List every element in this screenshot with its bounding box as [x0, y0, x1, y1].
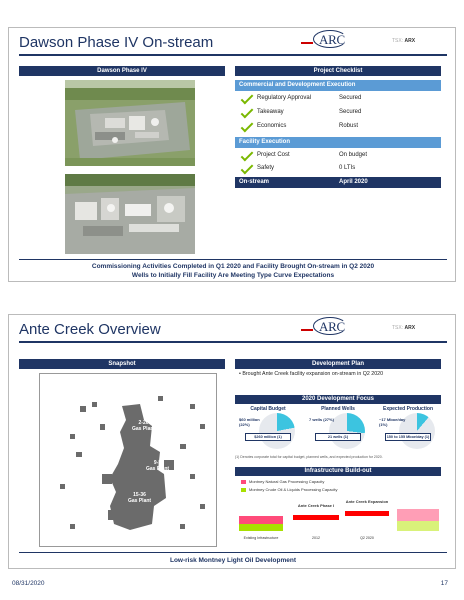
focus-capital-title: Capital Budget: [250, 406, 286, 412]
production-total-box: 150 to 155 Mboe/day (1): [386, 435, 430, 439]
section-facility: Facility Execution: [235, 137, 441, 148]
legend-oil: Montney Crude Oil & Liquids Processing Capacity: [241, 487, 338, 492]
checkmark-icon: [241, 162, 254, 175]
x-label-2012: 2012: [312, 536, 320, 540]
arc-logo: ARC: [319, 32, 345, 48]
map-label-9-5: 9-5 Gas Plant: [146, 460, 170, 472]
aerial-photo-plant-1: [65, 80, 195, 166]
wells-total-box: 21 wells (1): [315, 433, 361, 441]
title-divider: [19, 54, 447, 56]
focus-title: 2020 Development Focus: [235, 395, 441, 404]
page-number: 17: [440, 580, 448, 587]
right-header: Development Plan: [235, 359, 441, 369]
footer-line-1: Commissioning Activities Completed in Q1 2020 and Facility Brought On-stream in Q2 2020: [91, 263, 375, 270]
bar-2012: [293, 515, 339, 520]
legend-gas: Montney Natural Gas Processing Capacity: [241, 479, 324, 484]
checkmark-icon: [241, 106, 254, 119]
footer-divider: [19, 259, 447, 260]
bar-label-expansion: Ante Creek Expansion: [345, 499, 389, 504]
focus-production-title: Expected Production: [382, 406, 433, 412]
infra-title: Infrastructure Build-out: [235, 467, 441, 476]
land-map-graphic: [40, 374, 218, 548]
check-row-safety: Safety 0 LTIs: [235, 163, 441, 174]
bar-existing-gas: [239, 516, 283, 524]
arx-logo: TSX: ARX: [392, 38, 416, 44]
plan-bullet: • Brought Ante Creek facility expansion on-stream in Q2 2020: [239, 371, 384, 377]
accent-line: [301, 42, 313, 44]
left-header: Dawson Phase IV: [19, 66, 225, 76]
bar-total-oil: [397, 521, 439, 531]
slide-dawson-phase-iv: [8, 27, 456, 282]
wells-pie-label: 7 wells (27%): [309, 417, 334, 422]
focus-wells-title: Planned Wells: [321, 406, 355, 412]
arc-logo: ARC: [319, 319, 345, 335]
check-row-regulatory: Regulatory Approval Secured: [235, 93, 441, 104]
capital-total-box: $260 million (1): [245, 433, 291, 441]
footer-line-2: Wells to Initially Fill Facility Are Meeting Type Curve Expectations: [131, 272, 335, 279]
footer: Low-risk Montney Light Oil Development: [169, 557, 297, 564]
right-header: Project Checklist: [235, 66, 441, 76]
aerial-photo-plant-2: [65, 174, 195, 254]
capital-pie-label: $60 million (22%): [239, 417, 260, 427]
bar-q2-2020: [345, 511, 389, 516]
bar-total-gas: [397, 509, 439, 521]
checkmark-icon: [241, 149, 254, 162]
slide-ante-creek: [8, 314, 456, 569]
map-label-2-26: 2-26 Gas Plant: [132, 420, 156, 432]
onstream-row: On-stream April 2020: [235, 177, 441, 188]
check-row-economics: Economics Robust: [235, 121, 441, 132]
page-date: 08/31/2020: [12, 580, 45, 587]
map-label-15-36: 15-36 Gas Plant: [128, 492, 152, 504]
check-row-takeaway: Takeaway Secured: [235, 107, 441, 118]
left-header: Snapshot: [19, 359, 225, 369]
x-label-q2-2020: Q2 2020: [360, 536, 374, 540]
section-commercial: Commercial and Development Execution: [235, 80, 441, 91]
accent-line: [301, 329, 313, 331]
land-map: [39, 373, 217, 547]
bar-label-phase-i: Ante Creek Phase I: [297, 503, 335, 508]
checkmark-icon: [241, 92, 254, 105]
production-pie-label: ~17 Mboe/day (1%): [379, 417, 406, 427]
slide-title: Dawson Phase IV On-stream: [19, 34, 214, 51]
footer-divider: [19, 552, 447, 553]
checkmark-icon: [241, 120, 254, 133]
title-divider: [19, 341, 447, 343]
slide-title: Ante Creek Overview: [19, 321, 161, 338]
footnote: (1) Denotes corporate total for capital budget, planned wells, and expected production for 2020.: [235, 455, 383, 459]
check-row-cost: Project Cost On budget: [235, 150, 441, 161]
arx-logo: TSX: ARX: [392, 325, 416, 331]
x-label-existing: Existing Infrastructure: [243, 536, 279, 540]
bar-existing-oil: [239, 524, 283, 531]
